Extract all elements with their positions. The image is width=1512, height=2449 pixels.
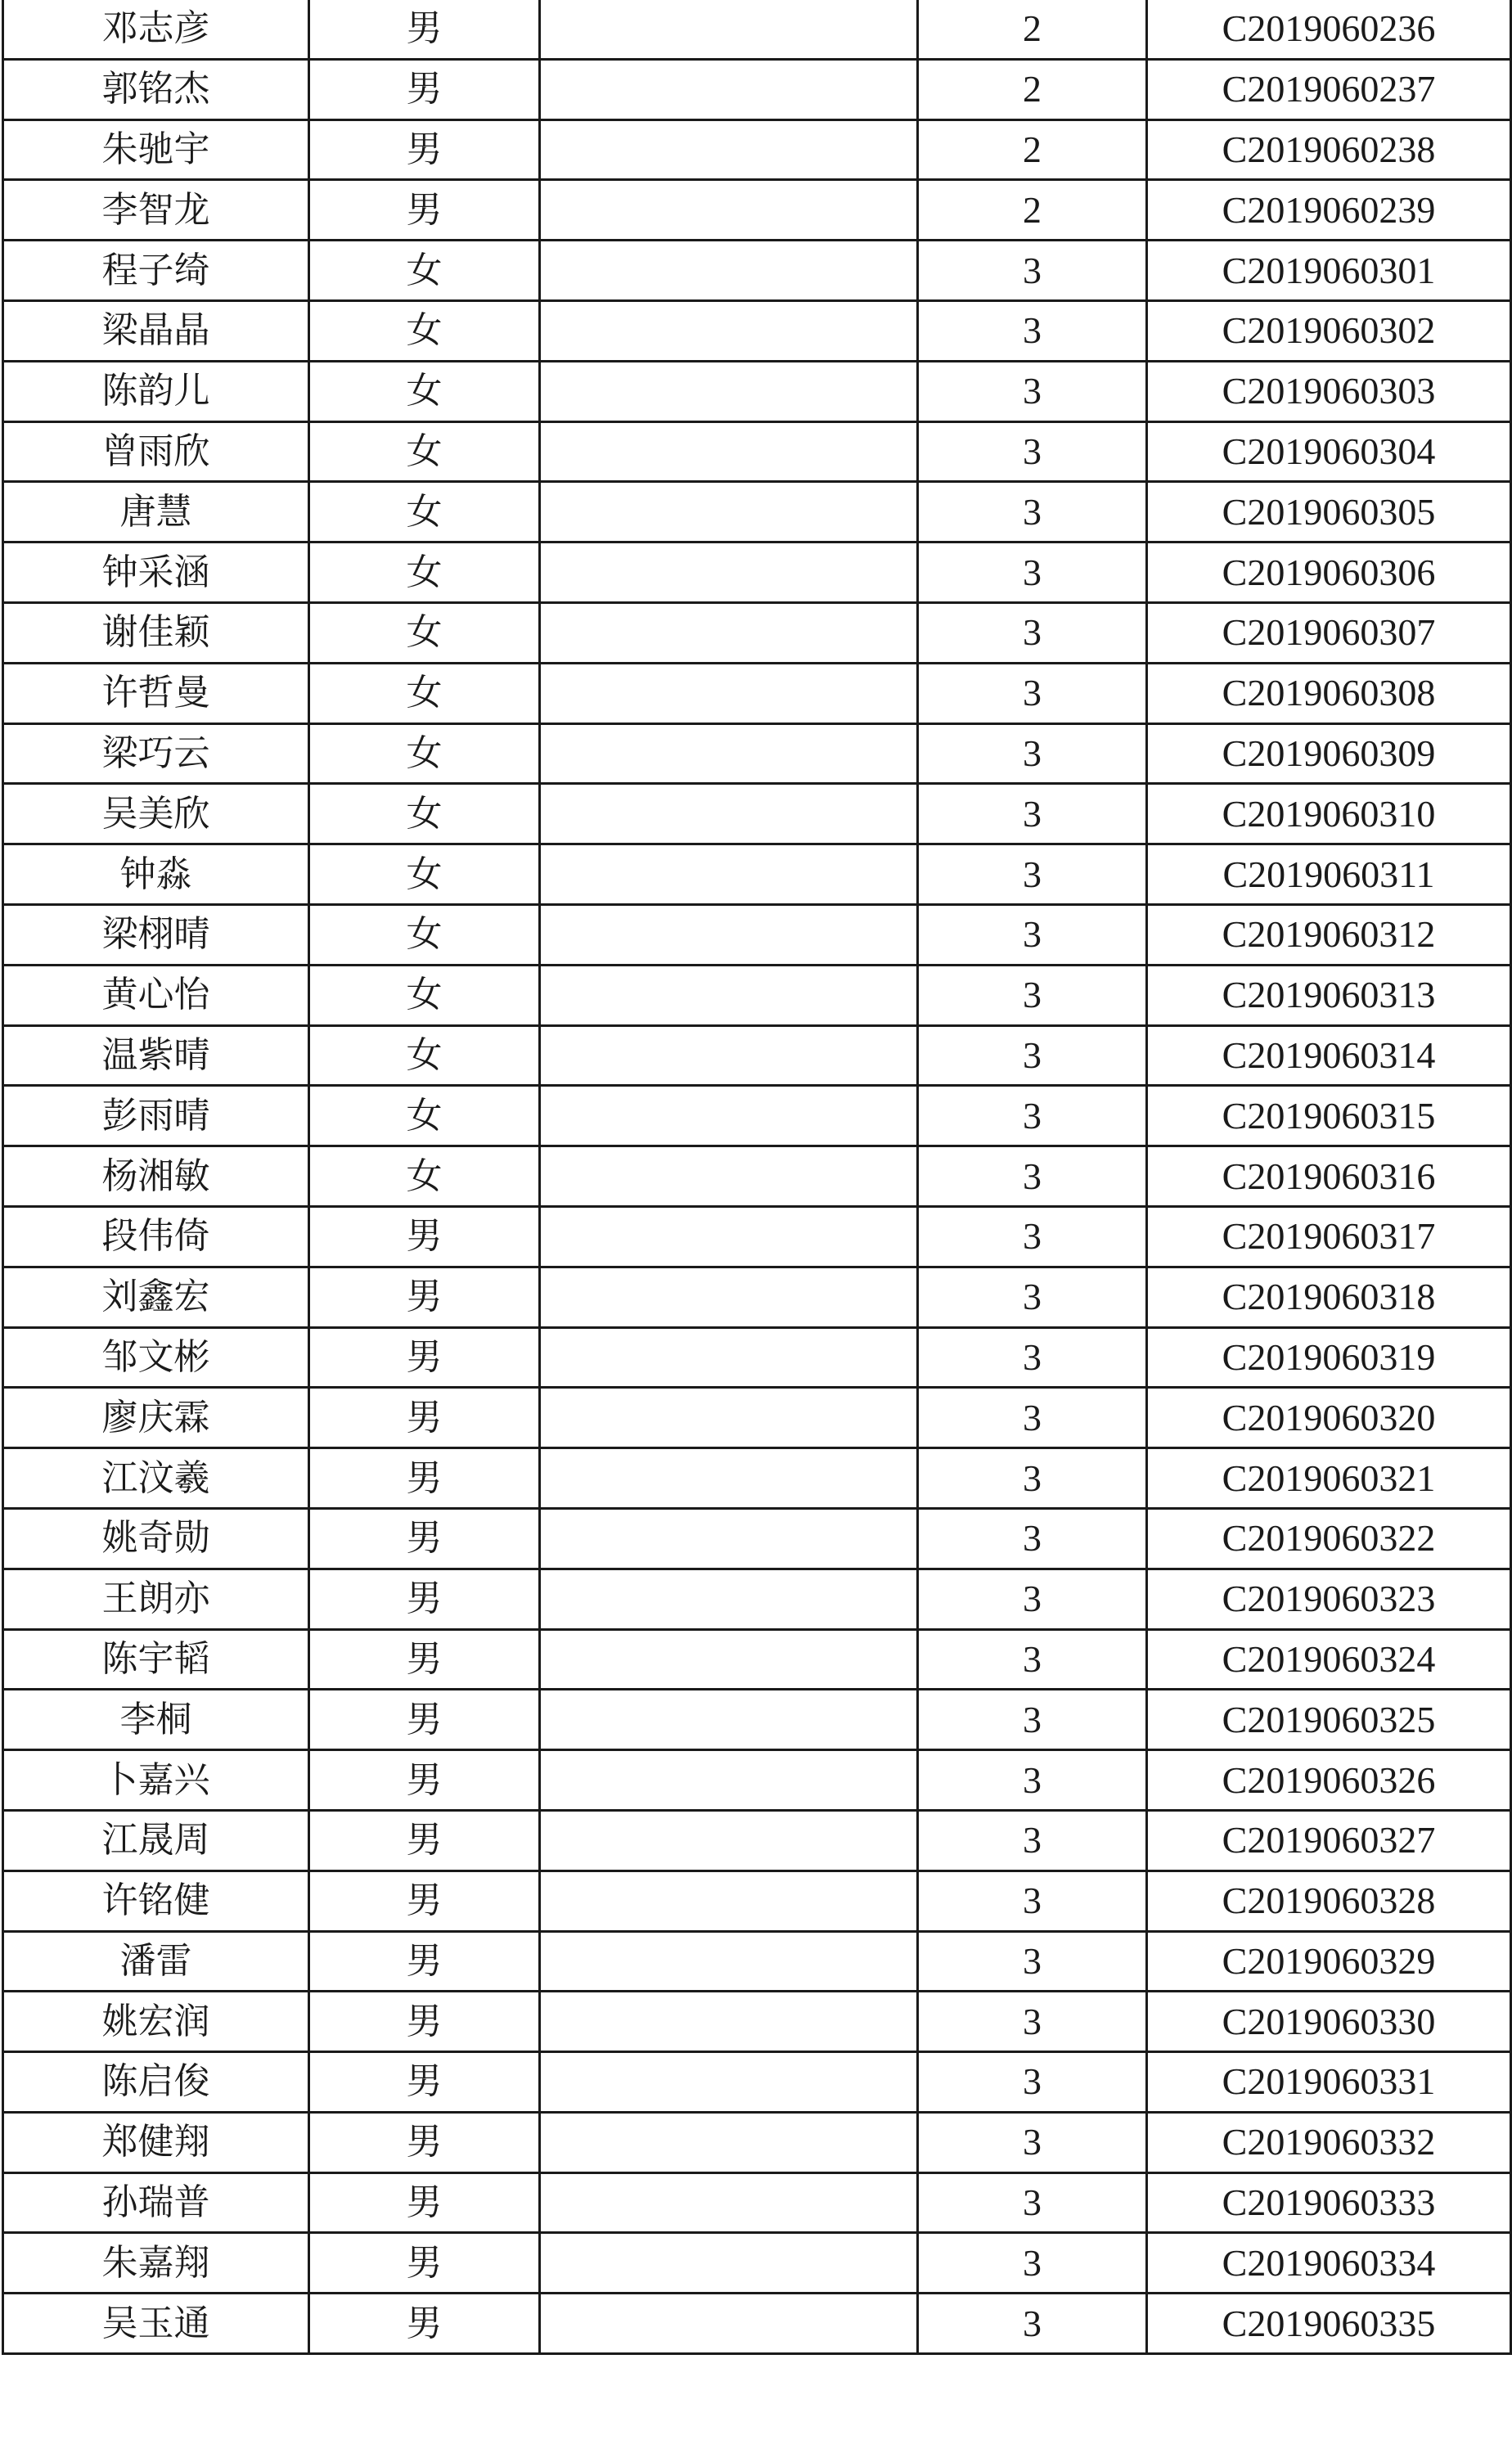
table-row (3, 1267, 1511, 1327)
class-number-cell: 3 (918, 602, 1147, 663)
student-name-cell: 朱嘉翔 (3, 2233, 309, 2294)
gender-cell: 女 (309, 602, 540, 663)
table-row (3, 1810, 1511, 1871)
student-id-cell: C2019060310 (1147, 784, 1511, 844)
student-id-cell: C2019060313 (1147, 965, 1511, 1025)
table-row (3, 542, 1511, 603)
gender-cell: 女 (309, 723, 540, 784)
student-id-cell: C2019060308 (1147, 663, 1511, 723)
blank-cell (540, 241, 918, 301)
class-number-cell: 3 (918, 1025, 1147, 1086)
gender-cell: 男 (309, 1327, 540, 1388)
blank-cell (540, 602, 918, 663)
student-id-cell: C2019060320 (1147, 1388, 1511, 1448)
gender-cell: 男 (309, 1629, 540, 1690)
student-id-cell: C2019060326 (1147, 1750, 1511, 1811)
table-row (3, 1448, 1511, 1509)
student-name-cell: 曾雨欣 (3, 421, 309, 482)
class-number-cell: 3 (918, 1146, 1147, 1207)
student-id-cell: C2019060333 (1147, 2172, 1511, 2233)
table-row (3, 2052, 1511, 2113)
student-name-cell: 程子绮 (3, 241, 309, 301)
blank-cell (540, 542, 918, 603)
student-id-cell: C2019060239 (1147, 180, 1511, 241)
class-number-cell: 3 (918, 241, 1147, 301)
gender-cell: 男 (309, 119, 540, 180)
table-row (3, 1327, 1511, 1388)
student-id-cell: C2019060330 (1147, 1992, 1511, 2052)
gender-cell: 男 (309, 2112, 540, 2172)
student-id-cell: C2019060237 (1147, 59, 1511, 119)
student-name-cell: 陈启俊 (3, 2052, 309, 2113)
gender-cell: 女 (309, 663, 540, 723)
blank-cell (540, 1025, 918, 1086)
student-name-cell: 许哲曼 (3, 663, 309, 723)
gender-cell: 男 (309, 2172, 540, 2233)
gender-cell: 男 (309, 1931, 540, 1992)
student-name-cell: 段伟倚 (3, 1206, 309, 1267)
student-name-cell: 梁巧云 (3, 723, 309, 784)
class-number-cell: 2 (918, 119, 1147, 180)
student-id-cell: C2019060328 (1147, 1871, 1511, 1931)
student-id-cell: C2019060321 (1147, 1448, 1511, 1509)
table-row (3, 1871, 1511, 1931)
class-number-cell: 3 (918, 965, 1147, 1025)
gender-cell: 男 (309, 1267, 540, 1327)
student-id-cell: C2019060236 (1147, 0, 1511, 59)
table-row (3, 1508, 1511, 1569)
table-row (3, 482, 1511, 542)
blank-cell (540, 1267, 918, 1327)
student-id-cell: C2019060306 (1147, 542, 1511, 603)
gender-cell: 女 (309, 300, 540, 361)
table-row (3, 1086, 1511, 1146)
gender-cell: 女 (309, 542, 540, 603)
class-number-cell: 3 (918, 1690, 1147, 1750)
student-name-cell: 刘鑫宏 (3, 1267, 309, 1327)
class-number-cell: 3 (918, 2052, 1147, 2113)
blank-cell (540, 1750, 918, 1811)
gender-cell: 女 (309, 361, 540, 421)
blank-cell (540, 1629, 918, 1690)
gender-cell: 男 (309, 2233, 540, 2294)
blank-cell (540, 1146, 918, 1207)
gender-cell: 男 (309, 0, 540, 59)
student-id-cell: C2019060334 (1147, 2233, 1511, 2294)
table-row (3, 2294, 1511, 2354)
gender-cell: 男 (309, 1750, 540, 1811)
blank-cell (540, 663, 918, 723)
table-row (3, 1025, 1511, 1086)
class-number-cell: 3 (918, 542, 1147, 603)
student-roster-table (2, 0, 1512, 2355)
blank-cell (540, 1992, 918, 2052)
gender-cell: 女 (309, 965, 540, 1025)
blank-cell (540, 1206, 918, 1267)
student-name-cell: 王朗亦 (3, 1569, 309, 1629)
student-name-cell: 梁晶晶 (3, 300, 309, 361)
blank-cell (540, 2112, 918, 2172)
blank-cell (540, 59, 918, 119)
student-name-cell: 廖庆霖 (3, 1388, 309, 1448)
student-name-cell: 唐慧 (3, 482, 309, 542)
student-id-cell: C2019060301 (1147, 241, 1511, 301)
blank-cell (540, 421, 918, 482)
student-id-cell: C2019060323 (1147, 1569, 1511, 1629)
student-name-cell: 朱驰宇 (3, 119, 309, 180)
class-number-cell: 3 (918, 2112, 1147, 2172)
student-id-cell: C2019060324 (1147, 1629, 1511, 1690)
student-name-cell: 钟淼 (3, 844, 309, 905)
student-name-cell: 姚宏润 (3, 1992, 309, 2052)
class-number-cell: 3 (918, 1388, 1147, 1448)
student-name-cell: 彭雨晴 (3, 1086, 309, 1146)
gender-cell: 男 (309, 1448, 540, 1509)
student-id-cell: C2019060325 (1147, 1690, 1511, 1750)
table-row (3, 241, 1511, 301)
gender-cell: 男 (309, 1569, 540, 1629)
table-row (3, 1931, 1511, 1992)
class-number-cell: 3 (918, 361, 1147, 421)
blank-cell (540, 2294, 918, 2354)
gender-cell: 女 (309, 1025, 540, 1086)
student-id-cell: C2019060316 (1147, 1146, 1511, 1207)
student-id-cell: C2019060329 (1147, 1931, 1511, 1992)
student-name-cell: 梁栩晴 (3, 904, 309, 965)
class-number-cell: 2 (918, 59, 1147, 119)
class-number-cell: 3 (918, 844, 1147, 905)
class-number-cell: 3 (918, 1086, 1147, 1146)
gender-cell: 男 (309, 1508, 540, 1569)
blank-cell (540, 2172, 918, 2233)
blank-cell (540, 965, 918, 1025)
class-number-cell: 3 (918, 904, 1147, 965)
gender-cell: 女 (309, 241, 540, 301)
student-name-cell: 谢佳颖 (3, 602, 309, 663)
student-name-cell: 杨湘敏 (3, 1146, 309, 1207)
table-row (3, 2233, 1511, 2294)
blank-cell (540, 361, 918, 421)
gender-cell: 男 (309, 1206, 540, 1267)
student-id-cell: C2019060327 (1147, 1810, 1511, 1871)
student-name-cell: 郑健翔 (3, 2112, 309, 2172)
gender-cell: 女 (309, 1146, 540, 1207)
class-number-cell: 3 (918, 421, 1147, 482)
gender-cell: 女 (309, 482, 540, 542)
table-row (3, 361, 1511, 421)
student-name-cell: 邹文彬 (3, 1327, 309, 1388)
student-name-cell: 黄心怡 (3, 965, 309, 1025)
class-number-cell: 3 (918, 1508, 1147, 1569)
student-name-cell: 邓志彦 (3, 0, 309, 59)
class-number-cell: 3 (918, 2233, 1147, 2294)
gender-cell: 男 (309, 59, 540, 119)
class-number-cell: 3 (918, 723, 1147, 784)
blank-cell (540, 1871, 918, 1931)
class-number-cell: 3 (918, 1750, 1147, 1811)
blank-cell (540, 904, 918, 965)
gender-cell: 女 (309, 421, 540, 482)
class-number-cell: 3 (918, 663, 1147, 723)
blank-cell (540, 1931, 918, 1992)
blank-cell (540, 1448, 918, 1509)
blank-cell (540, 1086, 918, 1146)
student-id-cell: C2019060335 (1147, 2294, 1511, 2354)
blank-cell (540, 2233, 918, 2294)
student-id-cell: C2019060314 (1147, 1025, 1511, 1086)
table-row (3, 2112, 1511, 2172)
blank-cell (540, 1690, 918, 1750)
student-id-cell: C2019060322 (1147, 1508, 1511, 1569)
blank-cell (540, 784, 918, 844)
class-number-cell: 3 (918, 2294, 1147, 2354)
student-name-cell: 陈宇韬 (3, 1629, 309, 1690)
student-name-cell: 潘雷 (3, 1931, 309, 1992)
student-name-cell: 许铭健 (3, 1871, 309, 1931)
class-number-cell: 3 (918, 1629, 1147, 1690)
table-row (3, 300, 1511, 361)
class-number-cell: 3 (918, 1992, 1147, 2052)
table-row (3, 1388, 1511, 1448)
table-row (3, 784, 1511, 844)
gender-cell: 女 (309, 784, 540, 844)
class-number-cell: 3 (918, 2172, 1147, 2233)
blank-cell (540, 1388, 918, 1448)
table-row (3, 1206, 1511, 1267)
gender-cell: 男 (309, 1810, 540, 1871)
blank-cell (540, 119, 918, 180)
table-row (3, 0, 1511, 59)
student-name-cell: 孙瑞普 (3, 2172, 309, 2233)
student-name-cell: 温紫晴 (3, 1025, 309, 1086)
student-roster-body (3, 0, 1511, 2354)
class-number-cell: 3 (918, 1448, 1147, 1509)
gender-cell: 女 (309, 844, 540, 905)
gender-cell: 男 (309, 1992, 540, 2052)
student-name-cell: 江汶羲 (3, 1448, 309, 1509)
gender-cell: 男 (309, 2052, 540, 2113)
class-number-cell: 3 (918, 784, 1147, 844)
student-id-cell: C2019060331 (1147, 2052, 1511, 2113)
table-row (3, 59, 1511, 119)
table-row (3, 663, 1511, 723)
student-name-cell: 江晟周 (3, 1810, 309, 1871)
student-name-cell: 吴美欣 (3, 784, 309, 844)
student-id-cell: C2019060302 (1147, 300, 1511, 361)
student-id-cell: C2019060312 (1147, 904, 1511, 965)
table-row (3, 904, 1511, 965)
table-row (3, 1750, 1511, 1811)
student-id-cell: C2019060238 (1147, 119, 1511, 180)
student-id-cell: C2019060332 (1147, 2112, 1511, 2172)
table-row (3, 1146, 1511, 1207)
gender-cell: 男 (309, 1388, 540, 1448)
student-name-cell: 吴玉通 (3, 2294, 309, 2354)
class-number-cell: 3 (918, 1871, 1147, 1931)
table-row (3, 1629, 1511, 1690)
gender-cell: 男 (309, 180, 540, 241)
table-row (3, 965, 1511, 1025)
table-row (3, 421, 1511, 482)
student-name-cell: 钟采涵 (3, 542, 309, 603)
student-name-cell: 卜嘉兴 (3, 1750, 309, 1811)
gender-cell: 女 (309, 904, 540, 965)
gender-cell: 女 (309, 1086, 540, 1146)
class-number-cell: 2 (918, 180, 1147, 241)
blank-cell (540, 1327, 918, 1388)
student-id-cell: C2019060303 (1147, 361, 1511, 421)
blank-cell (540, 1810, 918, 1871)
class-number-cell: 3 (918, 300, 1147, 361)
student-name-cell: 郭铭杰 (3, 59, 309, 119)
class-number-cell: 3 (918, 1810, 1147, 1871)
blank-cell (540, 1508, 918, 1569)
student-id-cell: C2019060317 (1147, 1206, 1511, 1267)
gender-cell: 男 (309, 1871, 540, 1931)
table-row (3, 844, 1511, 905)
student-id-cell: C2019060309 (1147, 723, 1511, 784)
student-id-cell: C2019060311 (1147, 844, 1511, 905)
blank-cell (540, 844, 918, 905)
class-number-cell: 2 (918, 0, 1147, 59)
gender-cell: 男 (309, 1690, 540, 1750)
gender-cell: 男 (309, 2294, 540, 2354)
blank-cell (540, 723, 918, 784)
student-id-cell: C2019060305 (1147, 482, 1511, 542)
student-id-cell: C2019060318 (1147, 1267, 1511, 1327)
table-row (3, 1690, 1511, 1750)
student-id-cell: C2019060319 (1147, 1327, 1511, 1388)
class-number-cell: 3 (918, 1327, 1147, 1388)
table-row (3, 2172, 1511, 2233)
student-name-cell: 陈韵儿 (3, 361, 309, 421)
student-id-cell: C2019060315 (1147, 1086, 1511, 1146)
class-number-cell: 3 (918, 1206, 1147, 1267)
table-row (3, 723, 1511, 784)
blank-cell (540, 1569, 918, 1629)
table-row (3, 602, 1511, 663)
student-name-cell: 李桐 (3, 1690, 309, 1750)
class-number-cell: 3 (918, 1267, 1147, 1327)
table-row (3, 119, 1511, 180)
class-number-cell: 3 (918, 1569, 1147, 1629)
student-id-cell: C2019060307 (1147, 602, 1511, 663)
student-name-cell: 姚奇勋 (3, 1508, 309, 1569)
blank-cell (540, 482, 918, 542)
table-row (3, 180, 1511, 241)
class-number-cell: 3 (918, 1931, 1147, 1992)
blank-cell (540, 180, 918, 241)
blank-cell (540, 0, 918, 59)
student-name-cell: 李智龙 (3, 180, 309, 241)
class-number-cell: 3 (918, 482, 1147, 542)
student-id-cell: C2019060304 (1147, 421, 1511, 482)
blank-cell (540, 2052, 918, 2113)
table-row (3, 1992, 1511, 2052)
table-row (3, 1569, 1511, 1629)
blank-cell (540, 300, 918, 361)
